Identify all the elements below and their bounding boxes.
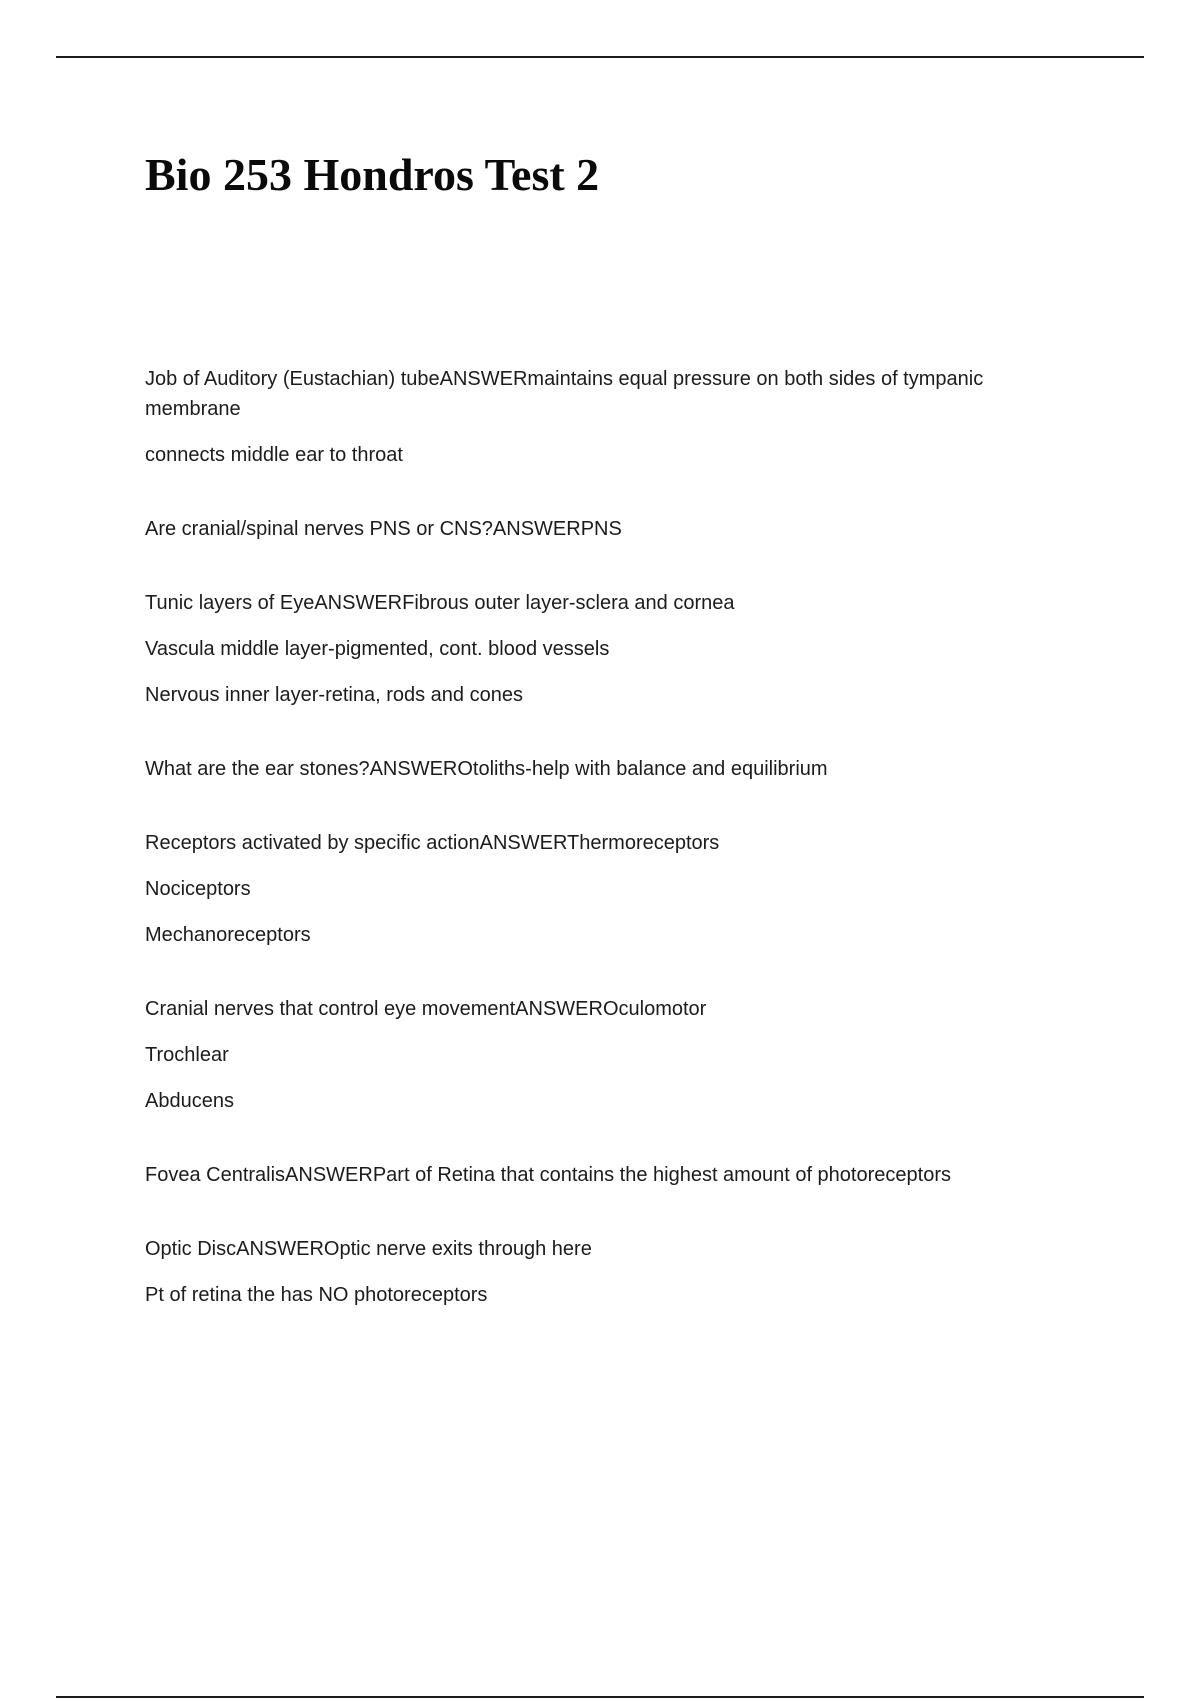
qa-block-optic-disc [145, 1234, 1025, 1310]
qa-line: Nociceptors [145, 878, 251, 900]
qa-block-fovea-centralis [145, 1160, 1025, 1190]
qa-block-eye-movement-nerves [145, 994, 1025, 1116]
qa-line: Pt of retina the has NO photoreceptors [145, 1284, 488, 1306]
qa-line: Abducens [145, 1090, 234, 1112]
bottom-divider [56, 1696, 1144, 1698]
top-divider [56, 56, 1144, 58]
qa-line: Nervous inner layer-retina, rods and cones [145, 684, 523, 706]
qa-block-cranial-spinal-nerves [145, 514, 1025, 544]
qa-block-ear-stones [145, 754, 1025, 784]
qa-line: Tunic layers of EyeANSWERFibrous outer layer-sclera and cornea [145, 592, 735, 614]
qa-line: Cranial nerves that control eye movementANSWEROculomotor [145, 998, 707, 1020]
document-title: Bio 253 Hondros Test 2 [145, 149, 600, 200]
qa-line: Trochlear [145, 1044, 229, 1066]
qa-line: connects middle ear to throat [145, 444, 403, 466]
qa-line: Receptors activated by specific actionANSWERThermoreceptors [145, 832, 720, 854]
qa-line: What are the ear stones?ANSWEROtoliths-help with balance and equilibrium [145, 758, 828, 780]
qa-block-auditory-tube [145, 364, 1025, 470]
qa-line: Vascula middle layer-pigmented, cont. blood vessels [145, 638, 610, 660]
qa-line: Mechanoreceptors [145, 924, 311, 946]
qa-block-tunic-layers [145, 588, 1025, 710]
qa-content [145, 364, 1025, 1354]
qa-block-receptors [145, 828, 1025, 950]
qa-line: Optic DiscANSWEROptic nerve exits through here [145, 1238, 592, 1260]
qa-line: Fovea CentralisANSWERPart of Retina that contains the highest amount of photoreceptors [145, 1164, 951, 1186]
qa-line: Job of Auditory (Eustachian) tubeANSWERmaintains equal pressure on both sides of tympanic membrane [145, 368, 984, 420]
qa-line: Are cranial/spinal nerves PNS or CNS?ANSWERPNS [145, 518, 622, 540]
